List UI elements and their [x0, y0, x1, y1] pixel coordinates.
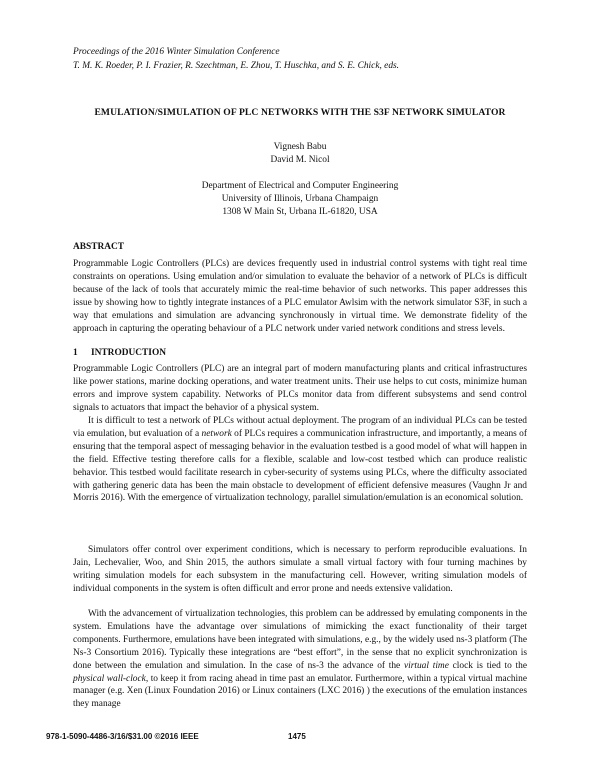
- author-name: David M. Nicol: [270, 155, 330, 165]
- emphasis-network: network: [201, 428, 232, 439]
- editors-line: T. M. K. Roeder, P. I. Frazier, R. Szechtman, E. Zhou, T. Huschka, and S. E. Chick, eds.: [73, 61, 400, 71]
- proceedings-line: Proceedings of the 2016 Winter Simulation Conference: [73, 47, 280, 57]
- affiliation-address: 1308 W Main St, Urbana IL-61820, USA: [222, 207, 378, 217]
- emphasis-physical-wall-clock: physical wall-clock: [73, 673, 146, 684]
- intro-paragraph-1: Programmable Logic Controllers (PLC) are an integral part of modern manufacturing plants and critical infrastructures like power stations, marine docking operations, and water treatment units. Their use helps to cut costs, minimize human errors and improve system capability. Networks of PLCs monitor data from different subsystems and send control signals to actuators that impact the behavior of a physical system.: [73, 364, 527, 413]
- emphasis-virtual-time: virtual time: [403, 660, 449, 671]
- author-name: Vignesh Babu: [273, 142, 327, 152]
- section-number: 1: [73, 348, 78, 358]
- abstract-text: Programmable Logic Controllers (PLCs) are devices frequently used in industrial control systems with tight real time constraints on operations. Using emulation and/or simulation to evaluate the behavior of a network of PLCs is difficult because of the lack of tools that accurately mimic the real-time behavior of such networks. This paper addresses this issue by showing how to tightly integrate instances of a PLC emulator Awlsim with the network simulator S3F, in such a way that emulations and simulation are advancing synchronously in virtual time. We demonstrate fidelity of the approach in capturing the operating behaviour of a PLC network under varied network conditions and stress levels.: [73, 259, 527, 334]
- intro-paragraph-3: Simulators offer control over experiment conditions, which is necessary to perform reproducible evaluations. In Jain, Lechevalier, Woo, and Shin 2015, the authors simulate a small virtual factory with four turning machines by writing simulation models for each subsystem in the manufacturing cell. However, writing simulation models of individual components in the system is often difficult and error prone and needs extensive validation.: [73, 545, 527, 594]
- abstract-heading: ABSTRACT: [73, 242, 125, 252]
- affiliation-university: University of Illinois, Urbana Champaign: [221, 194, 379, 204]
- affiliation-department: Department of Electrical and Computer Engineering: [201, 181, 399, 191]
- footer-isbn: 978-1-5090-4486-3/16/$31.00 ©2016 IEEE: [46, 732, 199, 741]
- footer-page-number: 1475: [288, 732, 306, 741]
- section-title: INTRODUCTION: [91, 348, 167, 358]
- section-heading-introduction: [73, 347, 166, 360]
- intro-paragraph-4: With the advancement of virtualization technologies, this problem can be addressed by emulating components in the system. Emulations have the advantage over simulations of mimicking the exact functionality of their target components. Furthermore, emulations have been integrated with simulations, e.g., by the widely used ns-3 platform (The Ns-3 Consortium 2016). Typically these integrations are “best effort”, in the sense that no explicit synchronization is done between the emulation and simulation. In the case of ns-3 the advance of the virtual time clock is tied to the physical wall-clock, to keep it from racing ahead in time past an emulator. Furthermore, within a typical virtual machine manager (e.g. Xen (Linux Foundation 2016) or Linux containers (LXC 2016) ) the executions of the emulation instances they manage: [73, 609, 528, 710]
- intro-paragraph-2: It is difficult to test a network of PLCs without actual deployment. The program of an individual PLCs can be tested via emulation, but evaluation of a network of PLCs requires a communication infrastructure, and importantly, a means of ensuring that the temporal aspect of messaging behavior in the evaluation testbed is a good model of what will happen in the field. Effective testing therefore calls for a flexible, scalable and low-cost testbed which can produce realistic behavior. This testbed would facilitate research in cyber-security of systems using PLCs, where the difficulty associated with gathering generic data has been the main obstacle to development of efficient defensive measures (Vaughn Jr and Morris 2016). With the emergence of virtualization technology, parallel simulation/emulation is an economical solution.: [73, 416, 527, 504]
- paper-title: EMULATION/SIMULATION OF PLC NETWORKS WITH THE S3F NETWORK SIMULATOR: [94, 107, 506, 118]
